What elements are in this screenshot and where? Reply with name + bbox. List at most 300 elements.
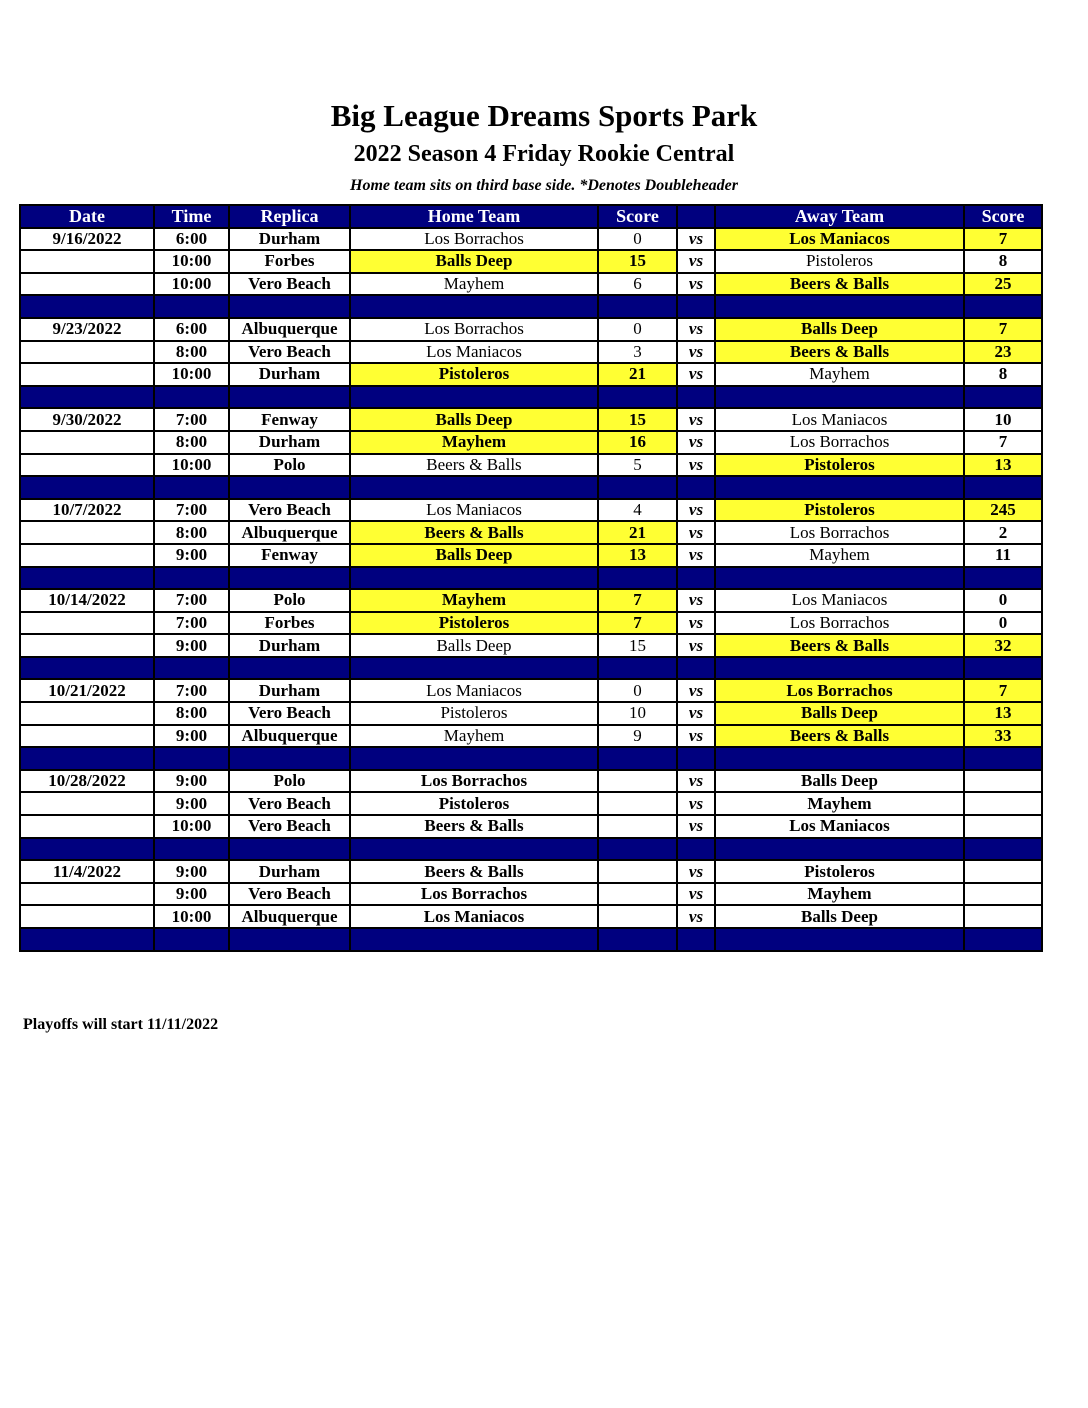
game-row [20,860,1042,883]
away-score-cell: 8 [964,250,1042,273]
away-team-cell: Pistoleros [715,250,964,273]
date-cell [20,725,154,748]
away-score-cell: 8 [964,363,1042,386]
game-row [20,702,1042,725]
time-cell: 7:00 [154,612,229,635]
home-score-cell [598,792,677,815]
time-cell: 10:00 [154,815,229,838]
home-score-cell [598,860,677,883]
col-header-replica: Replica [229,205,350,228]
home-score-cell: 0 [598,228,677,251]
col-header-date: Date [20,205,154,228]
date-cell: 11/4/2022 [20,860,154,883]
col-header-home-team: Home Team [350,205,598,228]
date-cell [20,544,154,567]
vs-cell: vs [677,905,715,928]
separator-cell [677,928,715,951]
away-score-cell: 0 [964,612,1042,635]
separator-cell [229,295,350,318]
away-score-cell [964,883,1042,906]
game-row [20,499,1042,522]
week-separator-row [20,567,1042,590]
separator-cell [964,657,1042,680]
time-cell: 9:00 [154,725,229,748]
date-cell [20,521,154,544]
vs-cell: vs [677,679,715,702]
date-cell [20,341,154,364]
away-team-cell: Los Borrachos [715,679,964,702]
home-score-cell: 4 [598,499,677,522]
playoffs-note: Playoffs will start 11/11/2022 [23,1016,219,1033]
page-subtitle: 2022 Season 4 Friday Rookie Central [353,141,735,167]
separator-cell [715,386,964,409]
separator-cell [964,567,1042,590]
time-cell: 7:00 [154,679,229,702]
vs-cell: vs [677,521,715,544]
separator-cell [598,295,677,318]
home-score-cell: 21 [598,521,677,544]
time-cell: 10:00 [154,454,229,477]
replica-cell: Durham [229,363,350,386]
replica-cell: Durham [229,431,350,454]
away-team-cell: Los Borrachos [715,521,964,544]
separator-cell [154,928,229,951]
replica-cell: Vero Beach [229,499,350,522]
vs-cell: vs [677,725,715,748]
separator-cell [20,476,154,499]
separator-cell [715,838,964,861]
vs-cell: vs [677,792,715,815]
game-row [20,250,1042,273]
game-row [20,341,1042,364]
time-cell: 9:00 [154,770,229,793]
col-header-away-score: Score [964,205,1042,228]
home-score-cell: 15 [598,408,677,431]
replica-cell: Durham [229,228,350,251]
separator-cell [677,657,715,680]
separator-cell [20,928,154,951]
home-team-cell: Mayhem [350,589,598,612]
vs-cell: vs [677,228,715,251]
home-score-cell: 15 [598,634,677,657]
replica-cell: Polo [229,770,350,793]
away-team-cell: Mayhem [715,792,964,815]
date-cell [20,905,154,928]
home-team-cell: Balls Deep [350,250,598,273]
col-header-time: Time [154,205,229,228]
separator-cell [229,838,350,861]
separator-cell [677,747,715,770]
home-team-cell: Los Borrachos [350,228,598,251]
game-row [20,725,1042,748]
vs-cell: vs [677,318,715,341]
replica-cell: Albuquerque [229,725,350,748]
separator-cell [154,295,229,318]
replica-cell: Albuquerque [229,318,350,341]
vs-cell: vs [677,499,715,522]
separator-cell [20,747,154,770]
home-team-cell: Balls Deep [350,544,598,567]
home-score-cell: 3 [598,341,677,364]
away-score-cell [964,770,1042,793]
replica-cell: Albuquerque [229,905,350,928]
separator-cell [350,657,598,680]
home-team-cell: Los Maniacos [350,341,598,364]
time-cell: 6:00 [154,228,229,251]
away-score-cell: 7 [964,431,1042,454]
away-score-cell: 10 [964,408,1042,431]
game-row [20,634,1042,657]
date-cell: 9/23/2022 [20,318,154,341]
time-cell: 9:00 [154,883,229,906]
vs-cell: vs [677,860,715,883]
separator-cell [598,567,677,590]
separator-cell [20,657,154,680]
home-score-cell [598,883,677,906]
home-team-cell: Los Borrachos [350,883,598,906]
home-team-cell: Pistoleros [350,612,598,635]
home-score-cell [598,815,677,838]
separator-cell [964,747,1042,770]
date-cell: 10/7/2022 [20,499,154,522]
away-team-cell: Los Maniacos [715,228,964,251]
separator-cell [154,838,229,861]
date-cell [20,792,154,815]
separator-cell [677,567,715,590]
separator-cell [20,386,154,409]
home-team-cell: Pistoleros [350,792,598,815]
date-cell: 9/30/2022 [20,408,154,431]
away-team-cell: Pistoleros [715,454,964,477]
replica-cell: Forbes [229,612,350,635]
game-row [20,363,1042,386]
time-cell: 9:00 [154,792,229,815]
home-team-cell: Pistoleros [350,702,598,725]
date-cell [20,612,154,635]
away-team-cell: Mayhem [715,544,964,567]
week-separator-row [20,295,1042,318]
game-row [20,883,1042,906]
separator-cell [350,838,598,861]
date-cell [20,363,154,386]
replica-cell: Vero Beach [229,883,350,906]
separator-cell [964,476,1042,499]
vs-cell: vs [677,815,715,838]
col-header-away-team: Away Team [715,205,964,228]
vs-cell: vs [677,770,715,793]
replica-cell: Vero Beach [229,341,350,364]
away-score-cell: 11 [964,544,1042,567]
game-row [20,228,1042,251]
game-row [20,792,1042,815]
separator-cell [20,838,154,861]
away-score-cell: 7 [964,318,1042,341]
header-row [20,205,1042,228]
home-score-cell: 5 [598,454,677,477]
home-score-cell: 13 [598,544,677,567]
separator-cell [715,657,964,680]
home-score-cell: 10 [598,702,677,725]
replica-cell: Polo [229,589,350,612]
date-cell [20,431,154,454]
home-score-cell: 0 [598,318,677,341]
separator-cell [964,838,1042,861]
vs-cell: vs [677,431,715,454]
home-team-cell: Los Borrachos [350,770,598,793]
game-row [20,544,1042,567]
away-team-cell: Beers & Balls [715,725,964,748]
replica-cell: Fenway [229,408,350,431]
replica-cell: Durham [229,634,350,657]
home-score-cell [598,905,677,928]
separator-cell [229,747,350,770]
separator-cell [715,928,964,951]
away-score-cell [964,815,1042,838]
separator-cell [154,476,229,499]
replica-cell: Vero Beach [229,792,350,815]
vs-cell: vs [677,454,715,477]
home-score-cell: 15 [598,250,677,273]
week-separator-row [20,928,1042,951]
separator-cell [964,928,1042,951]
separator-cell [964,295,1042,318]
separator-cell [350,476,598,499]
separator-cell [350,295,598,318]
separator-cell [229,657,350,680]
col-header-vs [677,205,715,228]
vs-cell: vs [677,589,715,612]
game-row [20,679,1042,702]
away-score-cell: 32 [964,634,1042,657]
replica-cell: Albuquerque [229,521,350,544]
game-row [20,521,1042,544]
week-separator-row [20,476,1042,499]
away-score-cell: 13 [964,702,1042,725]
home-score-cell: 7 [598,589,677,612]
away-score-cell: 23 [964,341,1042,364]
away-score-cell [964,905,1042,928]
game-row [20,454,1042,477]
separator-cell [350,567,598,590]
separator-cell [598,838,677,861]
separator-cell [598,657,677,680]
away-team-cell: Beers & Balls [715,273,964,296]
away-team-cell: Balls Deep [715,770,964,793]
home-team-cell: Los Borrachos [350,318,598,341]
week-separator-row [20,386,1042,409]
game-row [20,905,1042,928]
away-team-cell: Pistoleros [715,860,964,883]
separator-cell [350,747,598,770]
separator-cell [715,747,964,770]
away-score-cell: 245 [964,499,1042,522]
time-cell: 8:00 [154,431,229,454]
game-row [20,408,1042,431]
separator-cell [154,747,229,770]
home-team-cell: Los Maniacos [350,679,598,702]
vs-cell: vs [677,612,715,635]
away-team-cell: Beers & Balls [715,634,964,657]
replica-cell: Durham [229,860,350,883]
week-separator-row [20,838,1042,861]
date-cell [20,815,154,838]
separator-cell [715,567,964,590]
date-cell: 10/21/2022 [20,679,154,702]
away-team-cell: Balls Deep [715,318,964,341]
separator-cell [154,657,229,680]
date-cell [20,454,154,477]
replica-cell: Vero Beach [229,273,350,296]
game-row [20,770,1042,793]
home-team-cell: Los Maniacos [350,905,598,928]
away-score-cell: 0 [964,589,1042,612]
home-team-cell: Balls Deep [350,408,598,431]
away-score-cell: 33 [964,725,1042,748]
away-team-cell: Mayhem [715,883,964,906]
time-cell: 8:00 [154,702,229,725]
separator-cell [350,386,598,409]
away-team-cell: Pistoleros [715,499,964,522]
date-cell: 10/28/2022 [20,770,154,793]
separator-cell [154,386,229,409]
date-cell [20,702,154,725]
home-team-cell: Pistoleros [350,363,598,386]
date-cell [20,250,154,273]
away-score-cell: 2 [964,521,1042,544]
vs-cell: vs [677,634,715,657]
separator-cell [229,567,350,590]
date-cell: 9/16/2022 [20,228,154,251]
separator-cell [598,928,677,951]
time-cell: 7:00 [154,408,229,431]
home-score-cell: 0 [598,679,677,702]
away-team-cell: Los Maniacos [715,589,964,612]
schedule-note: Home team sits on third base side. *Denotes Doubleheader [350,177,738,194]
home-score-cell: 7 [598,612,677,635]
home-team-cell: Mayhem [350,725,598,748]
away-team-cell: Balls Deep [715,702,964,725]
separator-cell [598,386,677,409]
separator-cell [154,567,229,590]
home-team-cell: Beers & Balls [350,860,598,883]
date-cell: 10/14/2022 [20,589,154,612]
separator-cell [677,386,715,409]
game-row [20,589,1042,612]
separator-cell [350,928,598,951]
separator-cell [598,747,677,770]
date-cell [20,273,154,296]
col-header-home-score: Score [598,205,677,228]
home-team-cell: Balls Deep [350,634,598,657]
away-team-cell: Los Maniacos [715,815,964,838]
time-cell: 10:00 [154,250,229,273]
home-score-cell: 16 [598,431,677,454]
home-score-cell: 6 [598,273,677,296]
home-team-cell: Los Maniacos [350,499,598,522]
away-team-cell: Los Borrachos [715,431,964,454]
time-cell: 8:00 [154,341,229,364]
home-score-cell: 9 [598,725,677,748]
game-row [20,815,1042,838]
separator-cell [677,295,715,318]
game-row [20,273,1042,296]
time-cell: 8:00 [154,521,229,544]
separator-cell [598,476,677,499]
schedule-table [19,204,1043,952]
time-cell: 6:00 [154,318,229,341]
away-team-cell: Balls Deep [715,905,964,928]
vs-cell: vs [677,702,715,725]
time-cell: 7:00 [154,589,229,612]
replica-cell: Vero Beach [229,815,350,838]
away-score-cell: 25 [964,273,1042,296]
time-cell: 10:00 [154,363,229,386]
separator-cell [677,476,715,499]
away-team-cell: Los Maniacos [715,408,964,431]
replica-cell: Vero Beach [229,702,350,725]
away-score-cell: 7 [964,679,1042,702]
vs-cell: vs [677,341,715,364]
date-cell [20,634,154,657]
away-score-cell: 7 [964,228,1042,251]
home-team-cell: Mayhem [350,431,598,454]
home-team-cell: Beers & Balls [350,521,598,544]
away-score-cell [964,792,1042,815]
time-cell: 10:00 [154,905,229,928]
away-team-cell: Mayhem [715,363,964,386]
week-separator-row [20,657,1042,680]
game-row [20,612,1042,635]
replica-cell: Durham [229,679,350,702]
separator-cell [715,476,964,499]
home-team-cell: Beers & Balls [350,454,598,477]
vs-cell: vs [677,363,715,386]
time-cell: 10:00 [154,273,229,296]
vs-cell: vs [677,250,715,273]
vs-cell: vs [677,883,715,906]
page-title: Big League Dreams Sports Park [330,98,758,133]
vs-cell: vs [677,408,715,431]
date-cell [20,883,154,906]
schedule-body [20,228,1042,951]
time-cell: 9:00 [154,544,229,567]
replica-cell: Fenway [229,544,350,567]
away-team-cell: Los Borrachos [715,612,964,635]
away-score-cell [964,860,1042,883]
separator-cell [677,838,715,861]
separator-cell [20,567,154,590]
away-team-cell: Beers & Balls [715,341,964,364]
time-cell: 7:00 [154,499,229,522]
game-row [20,318,1042,341]
vs-cell: vs [677,273,715,296]
time-cell: 9:00 [154,634,229,657]
separator-cell [20,295,154,318]
separator-cell [715,295,964,318]
vs-cell: vs [677,544,715,567]
home-score-cell: 21 [598,363,677,386]
replica-cell: Polo [229,454,350,477]
separator-cell [964,386,1042,409]
time-cell: 9:00 [154,860,229,883]
separator-cell [229,928,350,951]
home-score-cell [598,770,677,793]
separator-cell [229,386,350,409]
home-team-cell: Beers & Balls [350,815,598,838]
game-row [20,431,1042,454]
home-team-cell: Mayhem [350,273,598,296]
week-separator-row [20,747,1042,770]
